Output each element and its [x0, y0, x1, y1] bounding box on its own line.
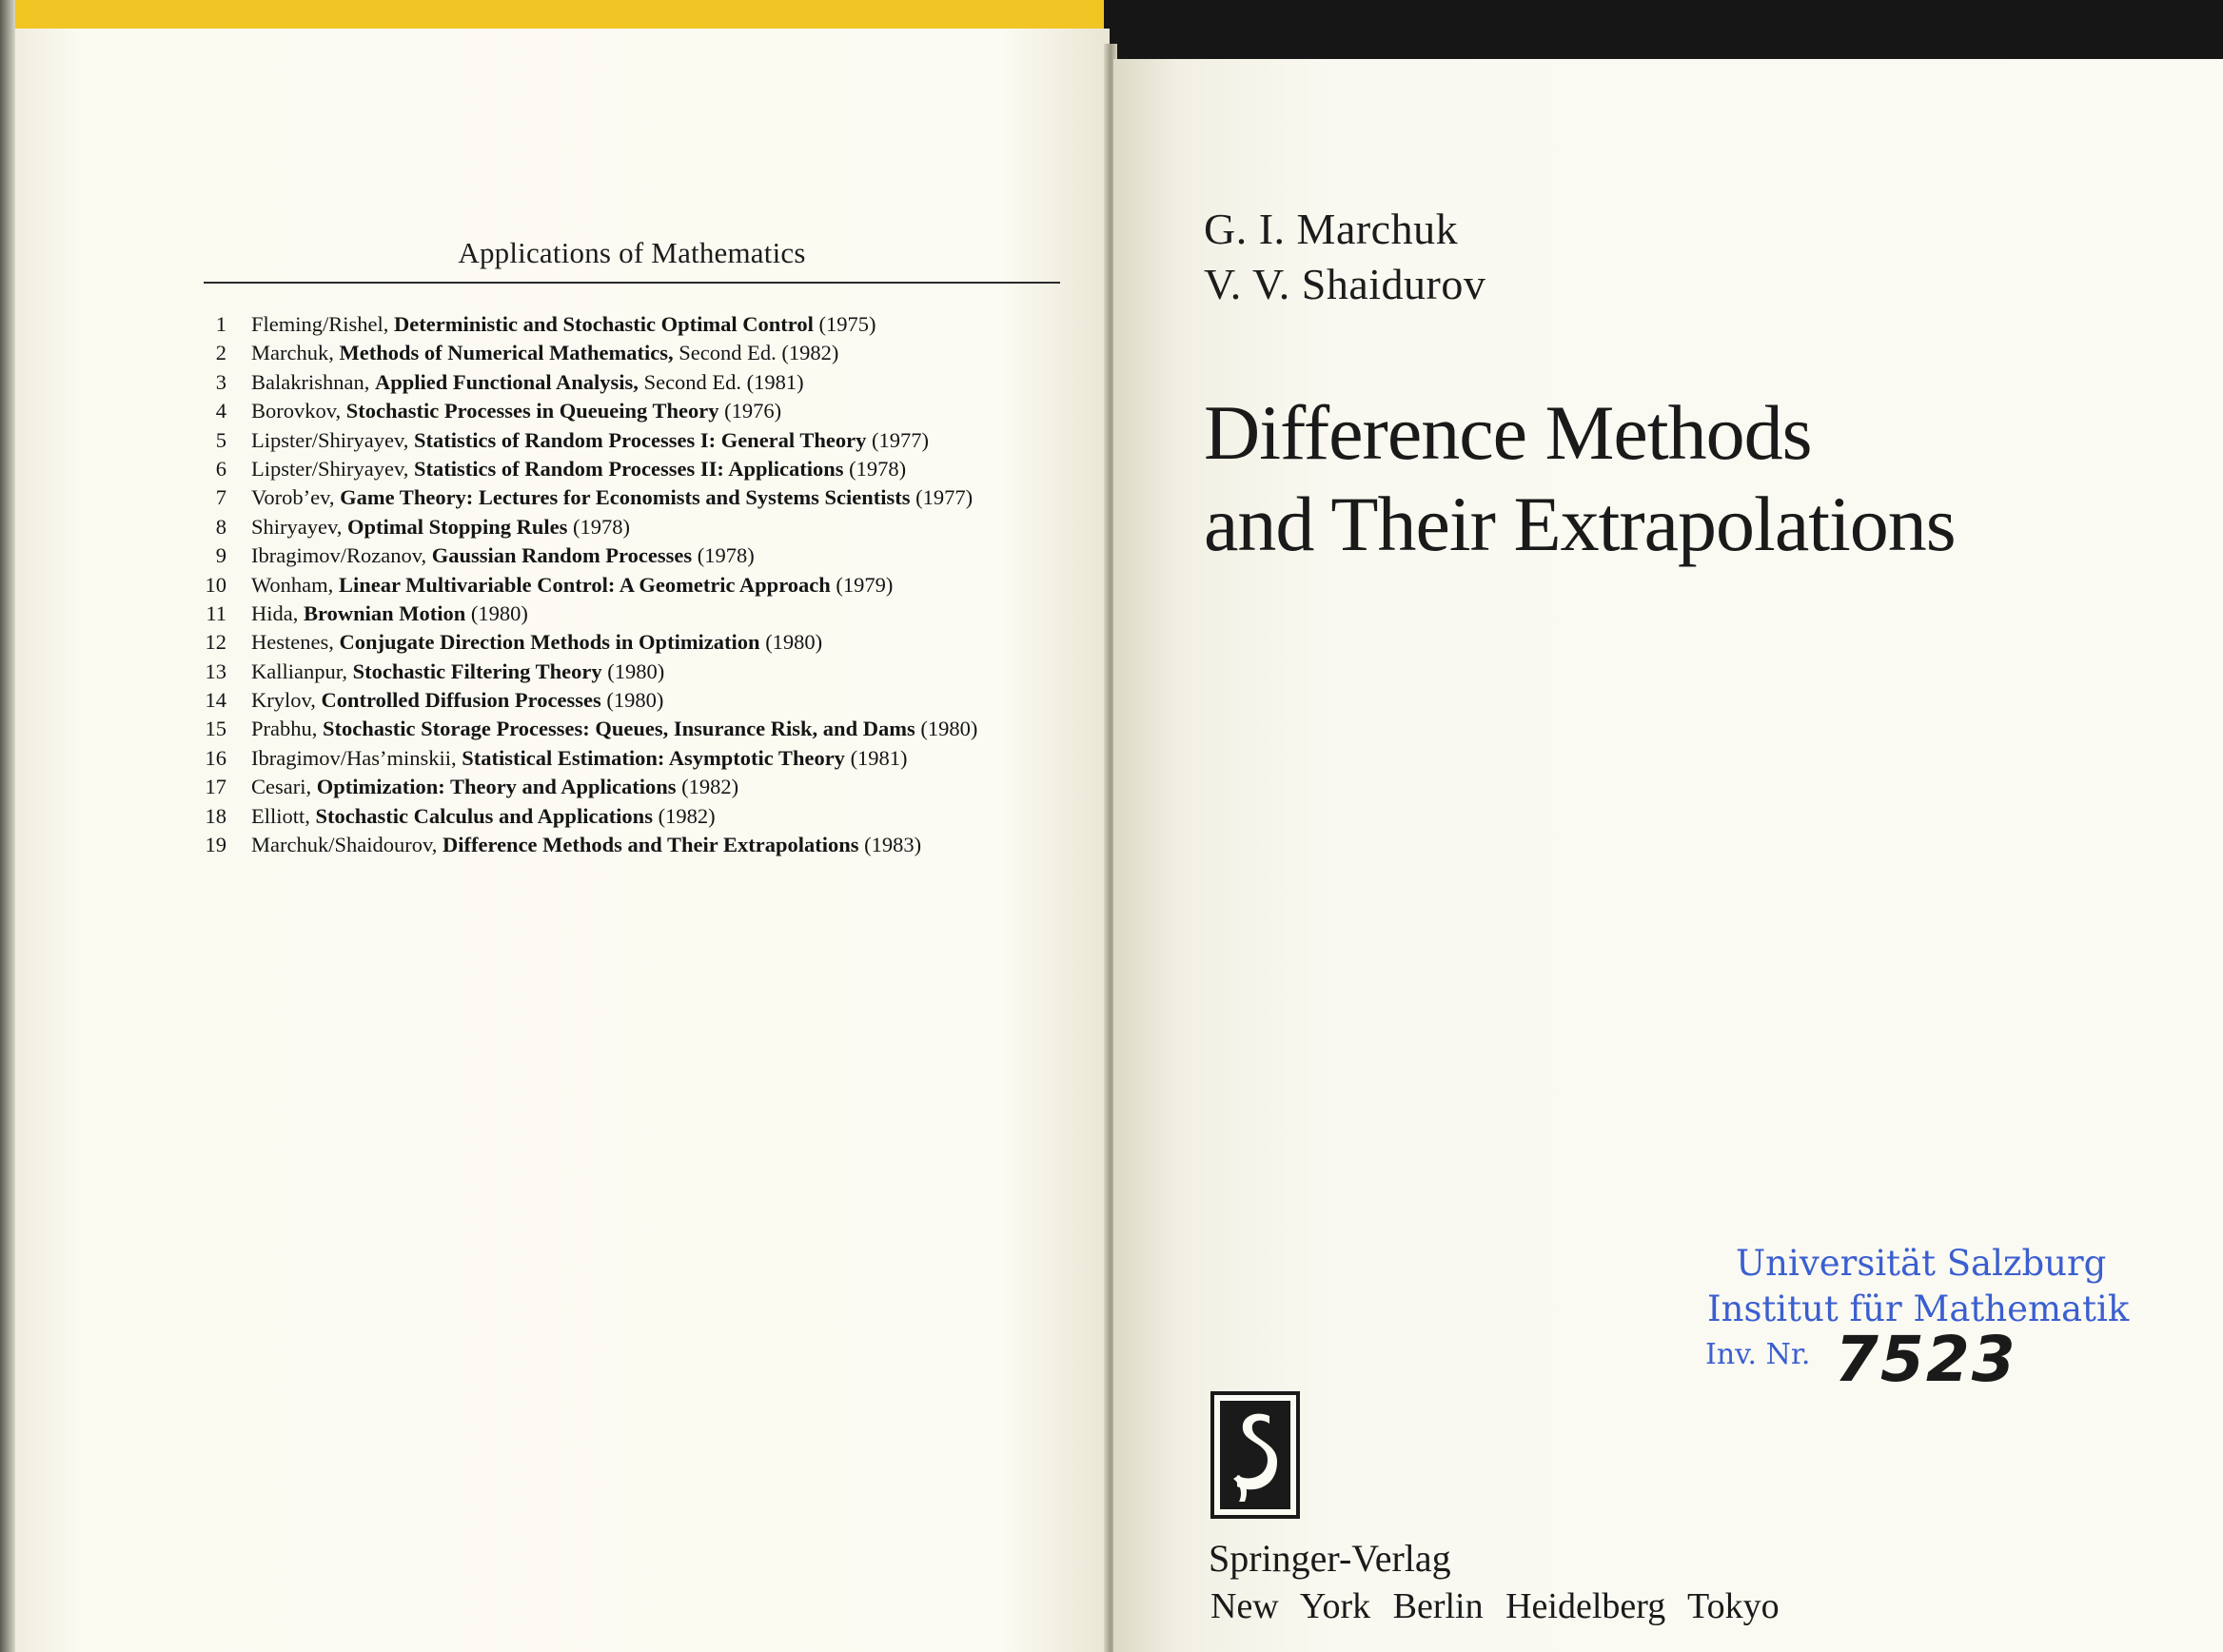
series-item-extra: (1981)	[844, 745, 908, 770]
series-item-extra: (1980)	[600, 688, 664, 713]
series-item-text	[251, 513, 630, 541]
series-item-text	[251, 744, 908, 773]
left-page	[13, 29, 1110, 1652]
series-title-rule	[204, 282, 1060, 284]
series-item-number: 8	[215, 514, 226, 539]
series-item-extra: (1978)	[692, 543, 755, 568]
series-item-text	[251, 339, 838, 367]
series-item-title: Statistics of Random Processes I: General Theory	[414, 427, 867, 452]
series-item-title: Controlled Diffusion Processes	[321, 688, 601, 713]
series-item-title: Stochastic Processes in Queueing Theory	[345, 399, 719, 423]
springer-logo-icon	[1210, 1391, 1300, 1519]
background-dark	[1104, 0, 2223, 67]
series-item-number: 11	[206, 600, 226, 625]
series-item-number: 13	[205, 659, 226, 683]
series-item-text	[251, 541, 755, 570]
series-item-text	[251, 773, 738, 801]
series-list-item	[185, 368, 1098, 397]
series-item-title: Difference Methods and Their Extrapolations	[443, 833, 859, 857]
series-item-number: 1	[215, 312, 226, 336]
author-2: V. V. Shaidurov	[1204, 260, 1486, 308]
series-item-title: Statistical Estimation: Asymptotic Theory	[462, 745, 845, 770]
series-item-extra: (1980)	[465, 600, 528, 625]
series-item-text	[251, 455, 906, 483]
series-list-item	[185, 715, 1098, 743]
series-item-text	[251, 483, 973, 512]
book-spine-edge	[0, 0, 15, 1652]
library-stamp-line-2: Institut für Mathematik	[1707, 1288, 2130, 1329]
series-item-text	[251, 310, 875, 339]
series-list-item	[185, 571, 1098, 600]
series-item-authors: Shiryayev,	[251, 514, 343, 539]
series-item-number: 17	[205, 775, 226, 799]
series-item-title: Linear Multivariable Control: A Geometric Approach	[338, 572, 831, 597]
publisher-name: Springer-Verlag	[1209, 1537, 1451, 1580]
series-item-title: Optimization: Theory and Applications	[316, 775, 677, 799]
series-item-title: Game Theory: Lectures for Economists and Systems Scientists	[340, 485, 911, 510]
book-title-line-2: and Their Extrapolations	[1204, 481, 1956, 567]
series-item-number: 7	[215, 485, 226, 510]
series-list-item	[185, 339, 1098, 367]
series-item-authors: Fleming/Rishel,	[251, 312, 389, 336]
series-item-authors: Marchuk/Shaidourov,	[251, 833, 438, 857]
series-item-extra: (1983)	[858, 833, 922, 857]
series-item-extra: (1978)	[843, 456, 907, 481]
series-item-text	[251, 368, 804, 397]
series-item-number: 2	[215, 341, 226, 365]
series-list-item	[185, 426, 1098, 455]
series-item-extra: (1979)	[830, 572, 894, 597]
series-list-item	[185, 658, 1098, 686]
series-item-authors: Ibragimov/Has’minskii,	[251, 745, 457, 770]
series-list-item	[185, 541, 1098, 570]
show-through-stamp	[251, 1266, 660, 1408]
series-item-authors: Balakrishnan,	[251, 369, 370, 394]
series-list-item	[185, 744, 1098, 773]
series-item-authors: Lipster/Shiryayev,	[251, 427, 409, 452]
series-item-number: 4	[215, 399, 226, 423]
series-item-title: Statistics of Random Processes II: Applications	[414, 456, 844, 481]
series-item-text	[251, 715, 977, 743]
series-list-item	[185, 773, 1098, 801]
series-item-number: 5	[215, 427, 226, 452]
series-item-number: 10	[205, 572, 226, 597]
series-title: Applications of Mathematics	[458, 236, 806, 269]
series-item-number: 15	[205, 717, 226, 741]
series-item-text	[251, 426, 929, 455]
series-item-title: Stochastic Calculus and Applications	[315, 803, 653, 828]
series-item-authors: Ibragimov/Rozanov,	[251, 543, 427, 568]
series-list-item	[185, 802, 1098, 831]
series-item-extra: Second Ed. (1981)	[638, 369, 804, 394]
series-item-number: 19	[205, 833, 226, 857]
series-item-extra: (1975)	[813, 312, 876, 336]
series-item-text	[251, 831, 921, 859]
series-item-authors: Prabhu,	[251, 717, 318, 741]
series-item-authors: Hida,	[251, 600, 299, 625]
series-list	[185, 310, 1098, 859]
series-item-text	[251, 600, 528, 628]
series-item-title: Stochastic Filtering Theory	[352, 659, 602, 683]
series-item-authors: Wonham,	[251, 572, 334, 597]
series-item-authors: Borovkov,	[251, 399, 342, 423]
series-item-text	[251, 628, 822, 657]
series-item-authors: Kallianpur,	[251, 659, 347, 683]
series-item-title: Optimal Stopping Rules	[347, 514, 568, 539]
series-item-extra: (1977)	[910, 485, 974, 510]
series-item-title: Applied Functional Analysis,	[374, 369, 639, 394]
series-item-title: Deterministic and Stochastic Optimal Control	[394, 312, 814, 336]
series-item-text	[251, 686, 663, 715]
publisher-places: New York Berlin Heidelberg Tokyo	[1210, 1586, 1780, 1626]
series-item-title: Gaussian Random Processes	[431, 543, 693, 568]
library-stamp-line-1: Universität Salzburg	[1736, 1243, 2107, 1284]
series-item-extra: (1980)	[601, 659, 665, 683]
series-item-number: 9	[215, 543, 226, 568]
series-item-title: Conjugate Direction Methods in Optimization	[339, 630, 760, 655]
series-item-authors: Krylov,	[251, 688, 316, 713]
series-item-title: Brownian Motion	[304, 600, 466, 625]
series-item-authors: Vorob’ev,	[251, 485, 335, 510]
series-item-number: 18	[205, 803, 226, 828]
series-item-title: Methods of Numerical Mathematics,	[339, 341, 674, 365]
series-list-item	[185, 686, 1098, 715]
series-item-authors: Elliott,	[251, 803, 310, 828]
library-stamp-inv-number: 7523	[1835, 1323, 2017, 1396]
series-item-number: 14	[205, 688, 226, 713]
series-item-title: Stochastic Storage Processes: Queues, Insurance Risk, and Dams	[323, 717, 915, 741]
series-list-item	[185, 397, 1098, 425]
series-item-authors: Marchuk,	[251, 341, 334, 365]
series-list-item	[185, 483, 1098, 512]
series-item-extra: Second Ed. (1982)	[673, 341, 839, 365]
series-item-authors: Cesari,	[251, 775, 312, 799]
series-item-authors: Hestenes,	[251, 630, 334, 655]
series-item-text	[251, 397, 781, 425]
series-item-text	[251, 802, 716, 831]
library-stamp-inv-label: Inv. Nr.	[1705, 1338, 1811, 1371]
author-1: G. I. Marchuk	[1204, 205, 1459, 253]
series-item-number: 12	[205, 630, 226, 655]
series-item-number: 3	[215, 369, 226, 394]
series-item-extra: (1980)	[759, 630, 823, 655]
series-item-extra: (1982)	[676, 775, 739, 799]
series-list-item	[185, 600, 1098, 628]
series-item-extra: (1977)	[866, 427, 930, 452]
book-title-line-1: Difference Methods	[1204, 389, 1812, 476]
series-item-number: 6	[215, 456, 226, 481]
series-list-item	[185, 310, 1098, 339]
series-item-extra: (1980)	[915, 717, 978, 741]
series-item-text	[251, 658, 664, 686]
series-list-item	[185, 455, 1098, 483]
series-item-number: 16	[205, 745, 226, 770]
series-list-item	[185, 831, 1098, 859]
series-item-text	[251, 571, 893, 600]
series-item-authors: Lipster/Shiryayev,	[251, 456, 409, 481]
series-list-item	[185, 513, 1098, 541]
series-item-extra: (1982)	[652, 803, 716, 828]
series-list-item	[185, 628, 1098, 657]
series-item-extra: (1978)	[567, 514, 630, 539]
series-item-extra: (1976)	[718, 399, 782, 423]
